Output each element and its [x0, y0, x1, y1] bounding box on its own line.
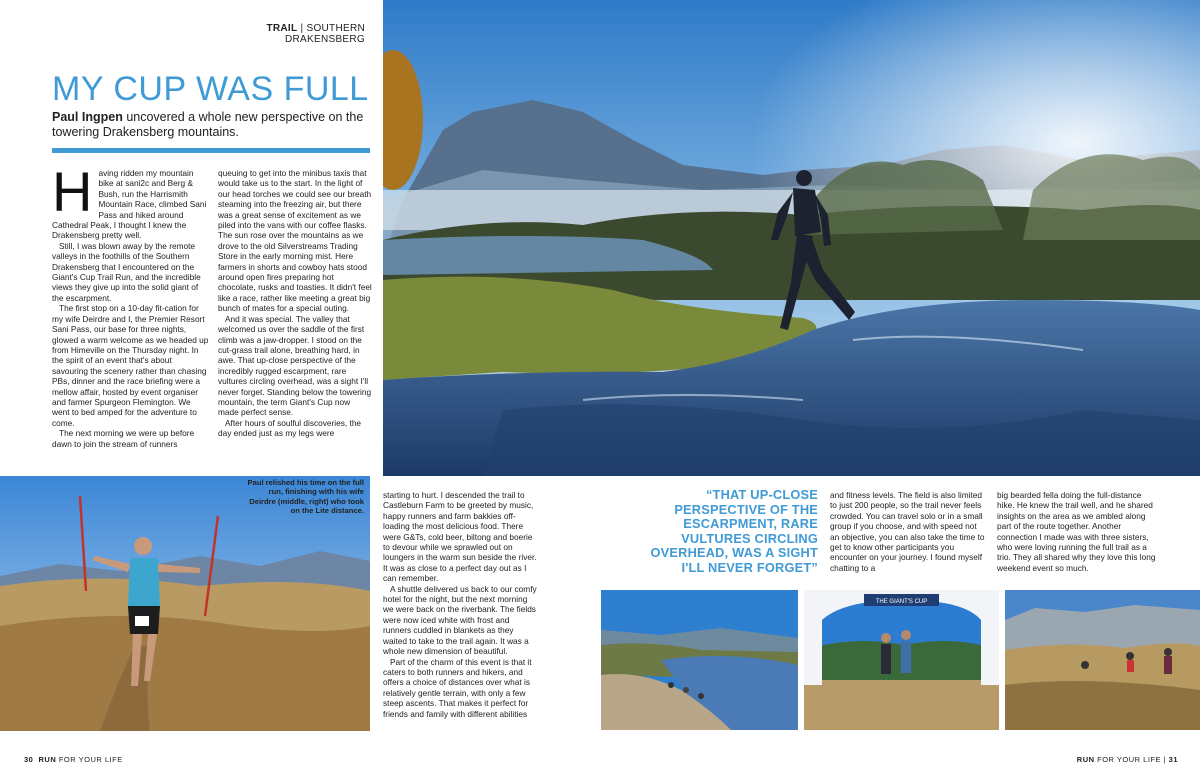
paragraph: starting to hurt. I descended the trail to Castleburn Farm to be greeted by music, happy runners and farm bakkies off-loading the most delicious food. There were G&Ts, cold beer, biltong and boerie to devour while we sprawled out on loungers in the warm sun beside the river. It was as close to a perfect day out as I can remember. — [383, 490, 537, 584]
headline: MY CUP WAS FULL — [52, 70, 369, 108]
paragraph: Part of the charm of this event is that it caters to both runners and hikers, and offers a choice of distances over what is relatively gentle terrain, with only a few steep ascents. That makes it perfect for friends and family with different abilities — [383, 656, 532, 719]
section-label: TRAIL — [266, 23, 298, 34]
section-separator: | — [300, 23, 304, 34]
body-column-5 — [997, 490, 1157, 573]
section-tag — [200, 23, 365, 45]
body-column-4 — [830, 490, 988, 573]
photo-caption: Paul relished his time on the full run, finishing with his wife Deirdre (middle, right) who took on the Lite distance. — [247, 478, 364, 515]
paragraph: queuing to get into the minibus taxis that would take us to the start. In the light of our head torches we could see our breath steaming into the freezing air, but there was a great sense of excitement as we piled into the vans with our coffee flasks. The sun rose over the mountains as we drove to the old Silverstreams Trading Store in the early morning mist. Here farmers in shorts and cowboy hats stood around open fires preparing hot chocolate, rusks and toasties. It didn't feel like a race, rather like meeting a great big bunch of mates for a special outing. — [218, 168, 372, 314]
folio-right — [1077, 755, 1178, 764]
body-column-1 — [52, 160, 209, 449]
brand-bold-right: RUN — [1076, 755, 1095, 764]
hero-photo-runner-crossing-stream — [383, 0, 1200, 476]
folio-left — [24, 755, 123, 764]
photo-hikers-picnic — [1005, 590, 1200, 730]
brand-bold-left: RUN — [38, 755, 57, 764]
folio-separator: | — [1163, 755, 1167, 764]
drop-cap: H — [52, 160, 93, 223]
paragraph: The next morning we were up before dawn to join the stream of runners — [52, 428, 195, 449]
body-column-2 — [218, 168, 373, 439]
picnic-illustration — [1005, 590, 1200, 730]
brand-rest-left: FOR YOUR LIFE — [56, 755, 123, 764]
photo-riverbank-runners — [601, 590, 798, 730]
paragraph: And it was special. The valley that welcomed us over the saddle of the first climb was a jaw-dropper. I stood on the cut-grass trail alone, breathing hard, in awe. That up-close perspective of the incredibly rugged escarpment, rare vultures circling overhead, was a sight I'll never forget. Standing below the towering mountain, the term Giant's Cup now made perfect sense. — [218, 313, 372, 418]
author-name: Paul Ingpen — [52, 110, 123, 124]
brand-rest-right: FOR YOUR LIFE — [1094, 755, 1162, 764]
photo-finish-arch — [804, 590, 999, 730]
standfirst-text: uncovered a whole new perspective on the towering Drakensberg mountains. — [52, 110, 364, 139]
paragraph: aving ridden my mountain bike at sani2c and Berg & Bush, run the Harrismith Mountain Race, climbed Sani Pass and hiked around Cathedral Peak, I thought I knew the Drakensberg pretty well. — [52, 168, 207, 241]
subsection-label: SOUTHERN DRAKENSBERG — [285, 23, 365, 45]
arch-text: THE GIANT'S CUP — [875, 599, 928, 605]
body-column-3 — [383, 490, 538, 719]
paragraph: big bearded fella doing the full-distance hike. He knew the trail well, and he shared insights on the area as we ambled along part of the route together. Another connection I made was with three sisters, who were loving running the full trail as a trio. They all shared why they love this long weekend event so much. — [997, 490, 1156, 573]
riverbank-illustration — [601, 590, 798, 730]
paragraph: Still, I was blown away by the remote valleys in the foothills of the Southern Drakensberg that I encountered on the Giant's Cup Trail Run, and the incredible views they give up into the solid giant of the escarpment. — [52, 240, 201, 303]
paragraph: and fitness levels. The field is also limited to just 200 people, so the trail never feels crowded. You can travel solo or in a small group if you choose, and with speed not an objective, you can also take the time to get to know other participants you encounter on your journey. I found myself chatting to a — [830, 490, 985, 573]
paragraph: After hours of soulful discoveries, the day ended just as my legs were — [218, 417, 362, 439]
standfirst — [52, 110, 372, 140]
page-number-left: 30 — [24, 755, 34, 764]
finish-arch-illustration — [804, 590, 999, 730]
headline-rule — [52, 148, 370, 153]
paragraph: The first stop on a 10-day fit-cation for my wife Deirdre and I, the Premier Resort Sani Pass, our base for three nights, glowed a warm welcome as we headed up from Himeville on the Thursday night. In the spirit of an event that's about savouring the scenery rather than chasing PBs, dinner and the race briefing were a mellow affair, hosted by event organiser and farmer Spurgeon Flemington. We went to bed amped for the adventure to come. — [52, 303, 209, 428]
paragraph: A shuttle delivered us back to our comfy hotel for the night, but the next morning we were back on the riverbank. The fields were now iced white with frost and runners cuddled in blankets as they waited to take to the trail again. It was a whole new dimension of beautiful. — [383, 583, 537, 657]
hero-photo-illustration — [383, 0, 1200, 476]
pull-quote: “THAT UP-CLOSE PERSPECTIVE OF THE ESCARPMENT, RARE VULTURES CIRCLING OVERHEAD, WAS A SIGHT I'LL NEVER FORGET” — [650, 487, 818, 575]
page-number-right: 31 — [1168, 755, 1178, 764]
